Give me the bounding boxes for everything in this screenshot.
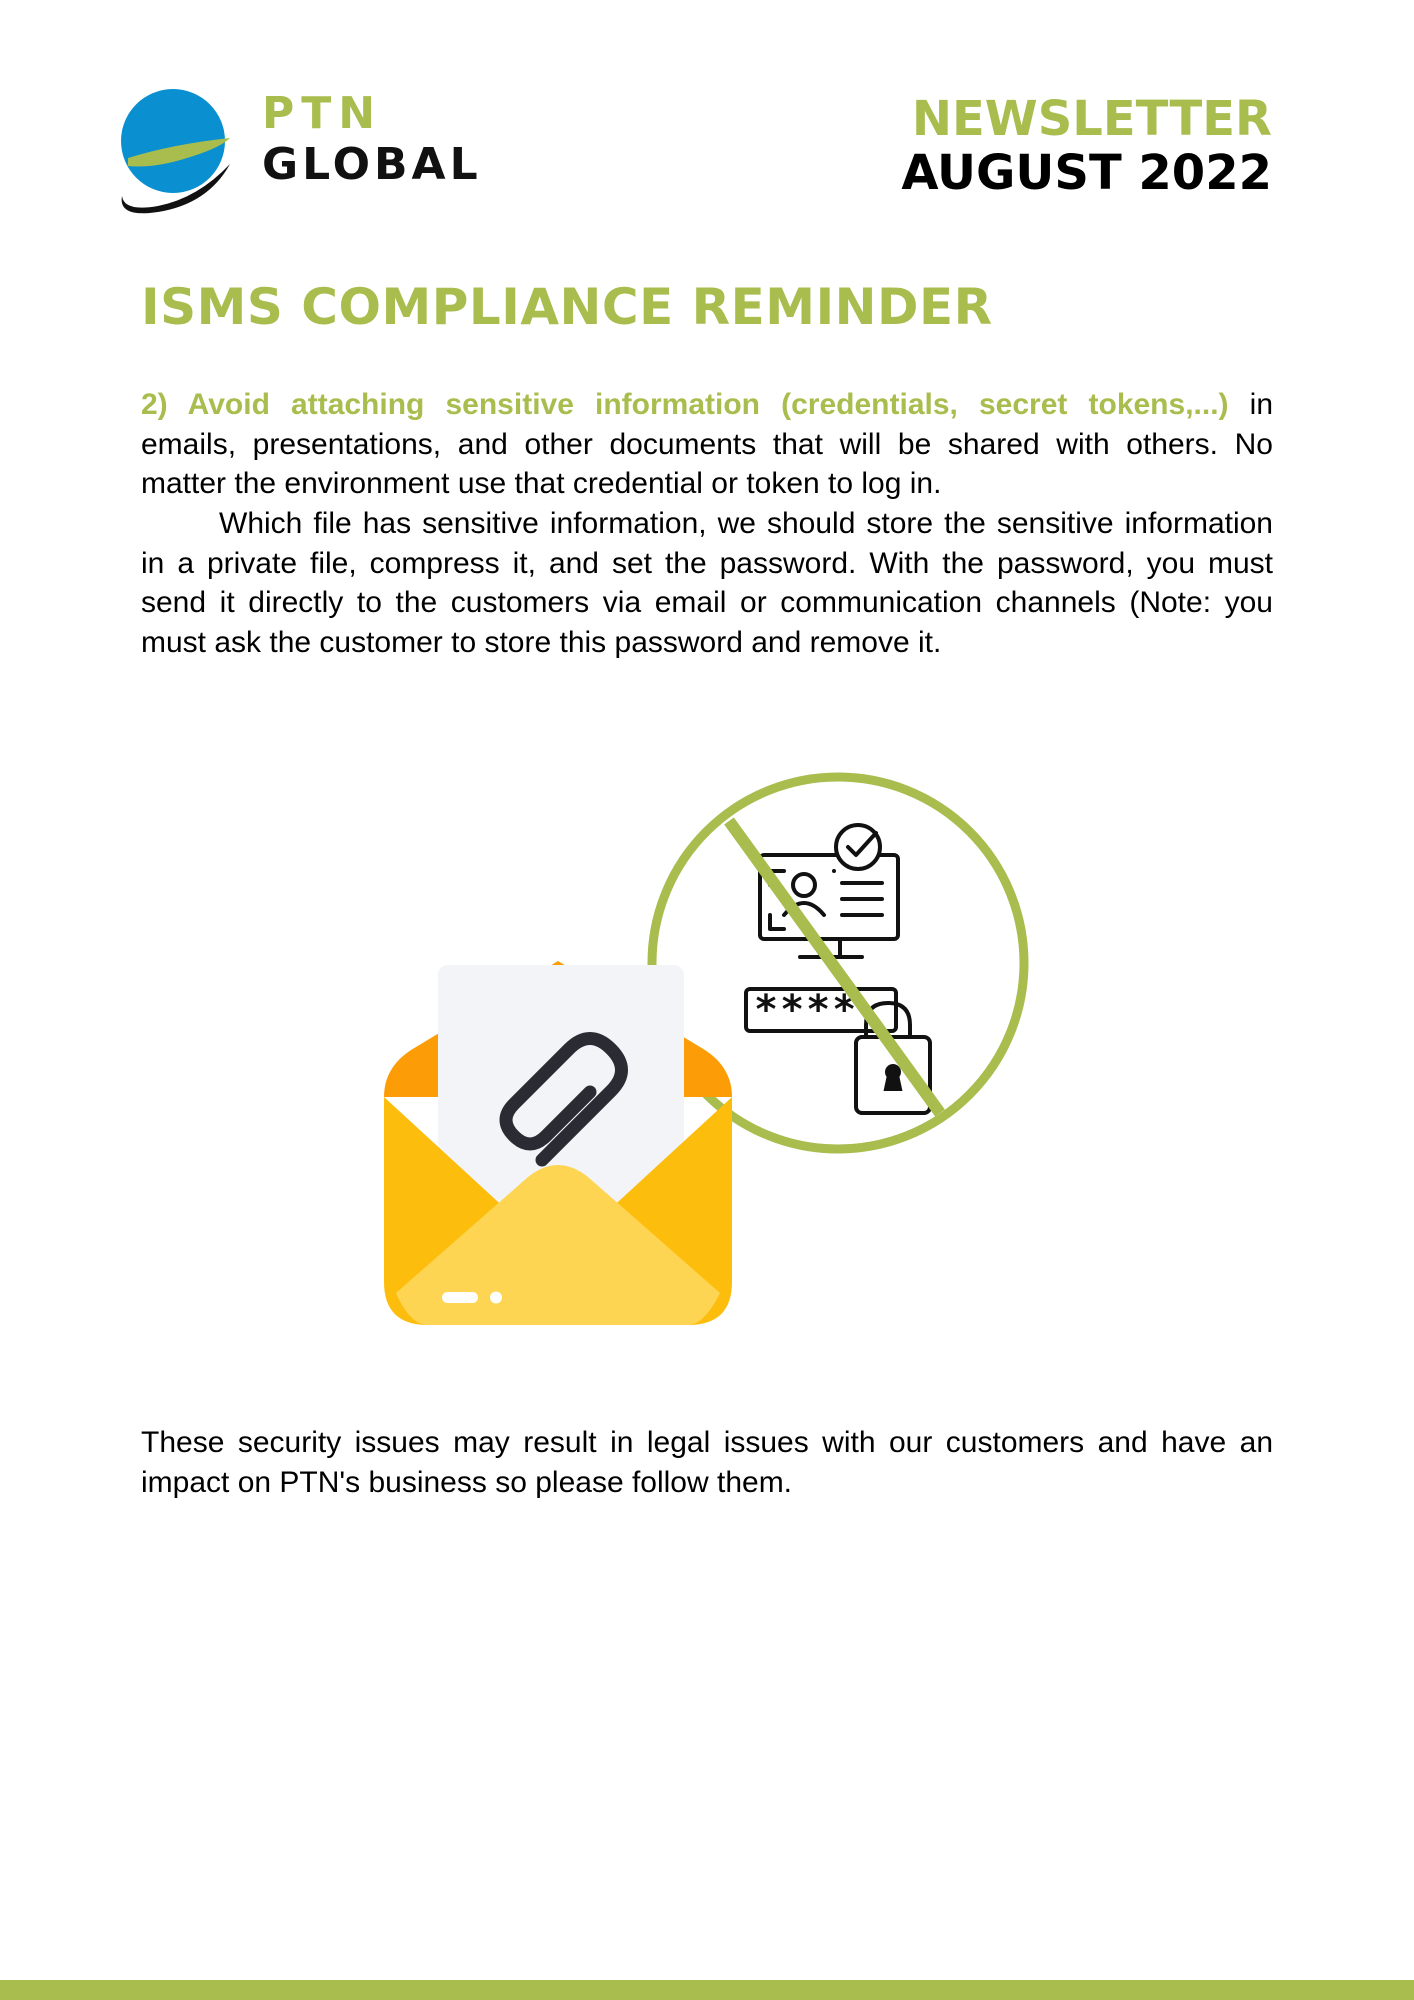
globe-logo-icon [118,86,238,216]
paragraph-instructions-text: Which file has sensitive information, we should store the sensitive information in a private file, compress it, and set the password. With the password, you must send it directly to the customers via email or communication channels (Note: you must ask the customer to store this password and remove it. [141,507,1273,659]
newsletter-label: NEWSLETTER [911,91,1272,147]
prohibited-slash [729,821,940,1113]
paragraph-lead-rest: in emails, presentations, and other documents that will be shared with others. No matter the environment use that credential or token to log in. [141,388,1274,500]
illustration [380,765,1030,1325]
paragraph-closing-text: These security issues may result in legal issues with our customers and have an impact on PTN's business so please follow them. [141,1426,1273,1499]
footer-bar [0,1980,1414,2000]
page-title: ISMS COMPLIANCE REMINDER [141,278,993,336]
paragraph-lead: 2) Avoid attaching sensitive information (credentials, secret tokens,...) [141,388,1229,421]
paragraph-intro [141,385,1273,504]
paragraph-instructions [141,504,1273,662]
company-logo [118,86,482,216]
logo-ptn-text: PTN [262,88,383,139]
issue-date: AUGUST 2022 [901,145,1272,201]
svg-text:****: **** [754,987,859,1033]
logo-global-text: GLOBAL [262,139,482,190]
paragraph-closing [141,1423,1273,1502]
masthead [901,92,1272,200]
